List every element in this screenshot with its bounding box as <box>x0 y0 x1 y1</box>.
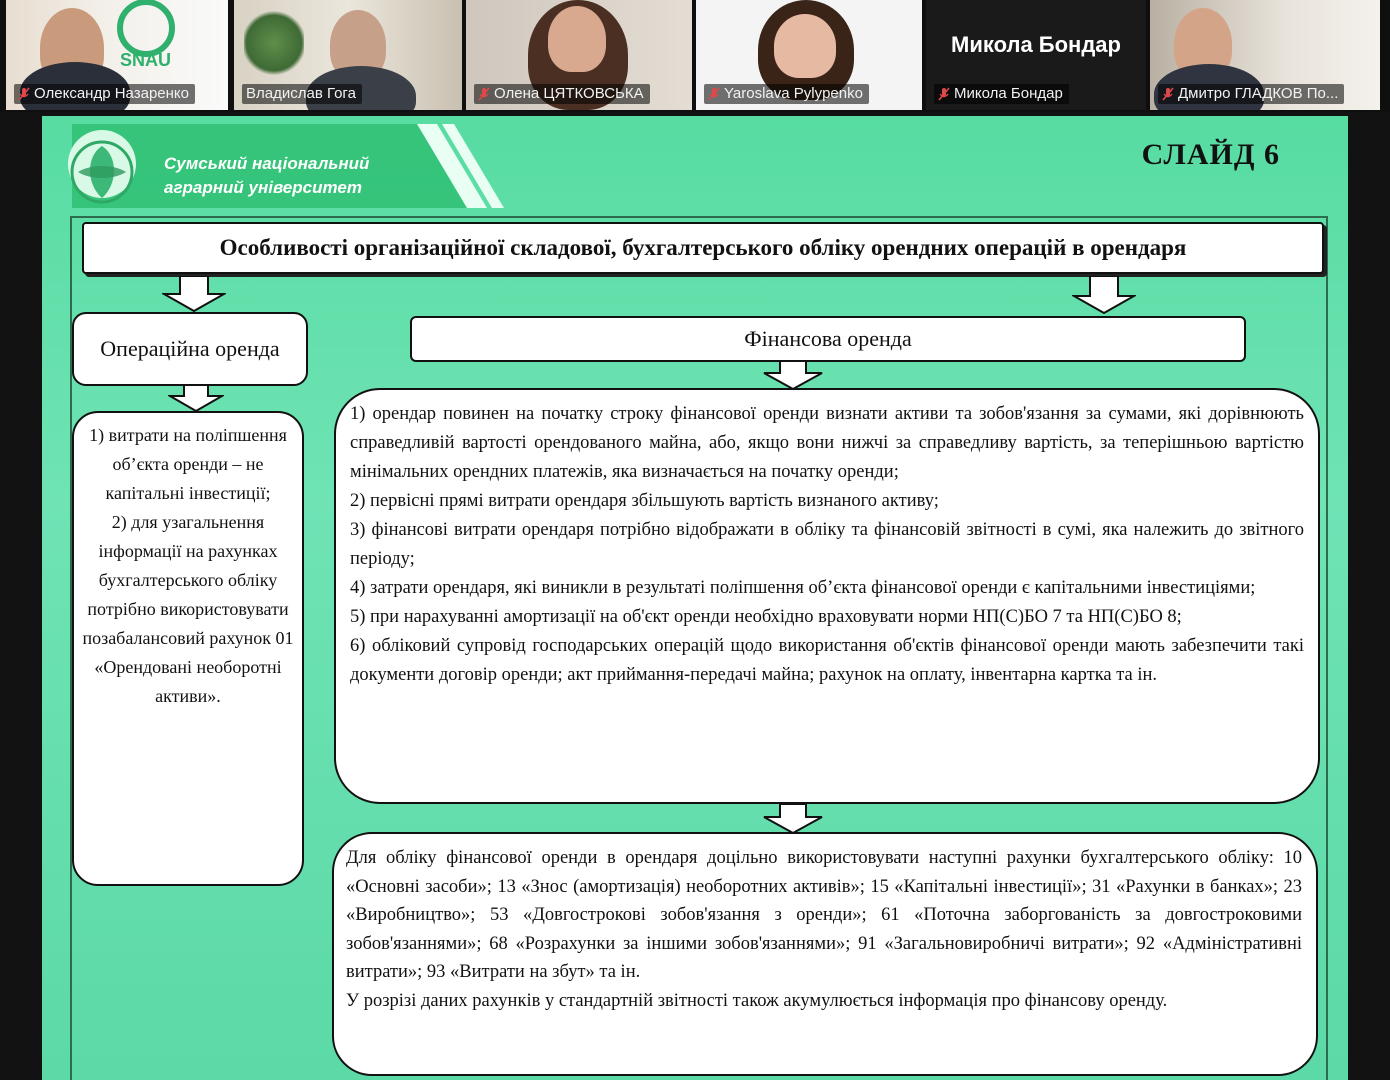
participant-name-tag: Микола Бондар <box>934 84 1069 104</box>
accounts-paragraph: У розрізі даних рахунків у стандартній звітності також акумулюється інформація про фінансову оренду. <box>346 990 1168 1011</box>
mic-muted-icon <box>938 87 950 101</box>
list-item: 1) орендар повинен на початку строку фінансової оренди визнати активи та зобов'язання за сумами, які дорівнюють справедливій вартості орендованого майна, або, якщо вони нижчі за справедливу вартість, за теперішньою вартістю мінімальних орендних платежів, яка визначається на початку оренди; <box>350 404 1304 482</box>
list-item: 5) при нарахуванні амортизації на об'єкт оренди необхідно враховувати норми НП(С)БО 7 та НП(С)БО 8; <box>350 607 1182 627</box>
down-arrow-icon <box>168 384 224 412</box>
operating-lease-points <box>72 411 304 886</box>
participant-tile[interactable] <box>696 0 922 110</box>
list-item: 3) фінансові витрати орендаря потрібно відображати в обліку та фінансовій звітності в сумі, яка належить до звітного періоду; <box>350 520 1304 569</box>
finance-lease-heading: Фінансова оренда <box>410 316 1246 362</box>
list-item: 6) обліковий супровід господарських операцій щодо використання об'єктів фінансової оренди мають забезпечити такі документи договір оренди; акт приймання-передачі майна; рахунок на оплату, інвентарна картка та ін. <box>350 636 1304 685</box>
list-item: 2) для узагальнення інформації на рахунках бухгалтерського обліку потрібно використовувати позабалансовий рахунок 01 «Орендовані необоротні активи». <box>82 512 294 706</box>
mic-muted-icon <box>478 87 490 101</box>
list-item: 4) затрати орендаря, які виникли в результаті поліпшення об’єкта фінансової оренди є капітальними інвестиціями; <box>350 578 1256 598</box>
participant-name-tag: Владислав Гога <box>242 84 362 104</box>
svg-text:SNAU: SNAU <box>120 50 172 70</box>
accounts-box <box>332 832 1318 1076</box>
slide-title: Особливості організаційної складової, бухгалтерського обліку орендних операцій в орендаря <box>82 222 1324 274</box>
list-item: 2) первісні прямі витрати орендаря збільшують вартість визнаного активу; <box>350 491 939 511</box>
down-arrow-icon <box>762 804 824 834</box>
mic-muted-icon <box>1162 87 1174 101</box>
participant-tile-video-off[interactable] <box>926 0 1146 110</box>
finance-lease-points <box>334 388 1320 804</box>
participant-display-name: Микола Бондар <box>951 32 1121 57</box>
participant-tile[interactable] <box>6 0 228 110</box>
participant-name-tag: Дмитро ГЛАДКОВ По... <box>1158 84 1344 104</box>
participant-avatar <box>548 6 606 72</box>
university-logo-icon <box>66 136 138 208</box>
participant-name-tag: Yaroslava Pylypenko <box>704 84 869 104</box>
university-name: Сумський національний аграрний університет <box>164 154 370 197</box>
mic-muted-icon <box>708 87 720 101</box>
down-arrow-icon <box>162 276 226 312</box>
plant-decoration <box>244 8 304 78</box>
mic-muted-icon <box>18 87 30 101</box>
participant-avatar <box>774 14 836 78</box>
list-item: 1) витрати на поліпшення об’єкта оренди – не капітальні інвестиції; <box>89 425 287 503</box>
participant-tile[interactable] <box>1150 0 1380 110</box>
participant-name-tag: Олена ЦЯТКОВСЬКА <box>474 84 650 104</box>
accounts-paragraph: Для обліку фінансової оренди в орендаря доцільно використовувати наступні рахунки бухгалтерського обліку: 10 «Основні засоби»; 13 «Знос (амортизація) необоротних активів»; 15 «Капітальні інвестиції»; 31 «Рахунки в банках»; 23 «Виробництво»; 53 «Довгострокові зобов'язання з оренди»; 61 «Поточна заборгованість за довгостроковими зобов'язаннями»; 68 «Розрахунки за іншими зобов'язаннями»; 91 «Загальновиробничі витрати»; 92 «Адміністративні витрати»; 93 «Витрати на збут» та ін. <box>346 848 1302 982</box>
operating-lease-heading: Операційна оренда <box>72 312 308 386</box>
participant-name-tag: Олександр Назаренко <box>14 84 195 104</box>
university-logo-icon <box>106 0 186 70</box>
down-arrow-icon <box>1072 276 1136 314</box>
shared-slide <box>42 116 1348 1080</box>
participant-strip <box>0 0 1390 112</box>
participant-tile-active-speaker[interactable] <box>234 0 462 110</box>
participant-tile[interactable] <box>466 0 692 110</box>
down-arrow-icon <box>762 360 824 390</box>
slide-number: СЛАЙД 6 <box>1141 138 1280 171</box>
